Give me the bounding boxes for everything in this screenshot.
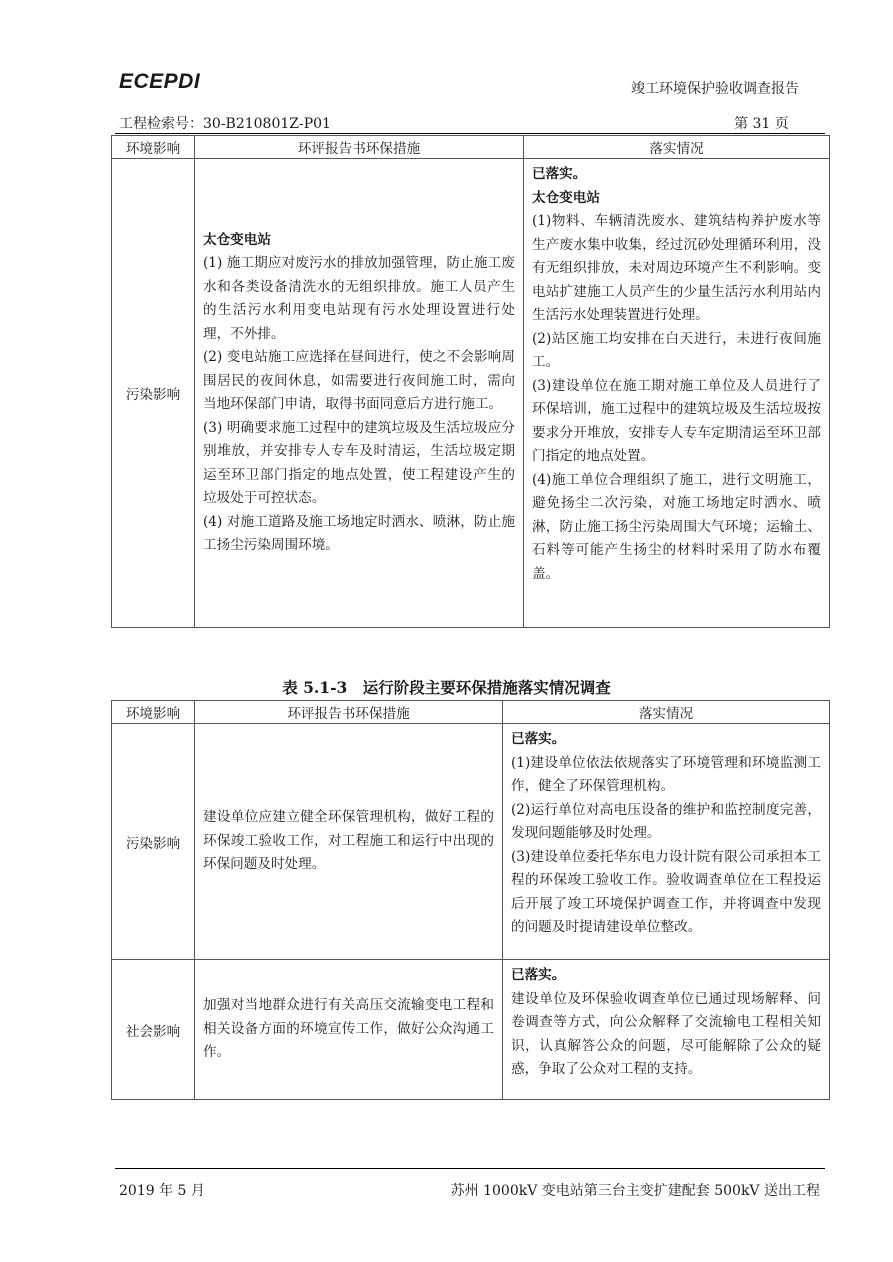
measures-cell: 建设单位应建立健全环保管理机构，做好工程的环保竣工验收工作，对工程施工和运行中出现的环保问题及时处理。 (195, 724, 503, 960)
implementation-cell (503, 724, 830, 960)
implementation-item: (3)建设单位委托华东电力设计院有限公司承担本工程的环保竣工验收工作。验收调查单位在工程投运后开展了竣工环境保护调查工作，并将调查中发现的问题及时提请建设单位整改。 (511, 848, 821, 935)
table-row (112, 159, 830, 628)
footer-project-name: 苏州 1000kV 变电站第三台主变扩建配套 500kV 送出工程 (450, 1183, 820, 1199)
implementation-item: (3)建设单位在施工期对施工单位及人员进行了环保培训，施工过程中的建筑垃圾及生活垃圾按要求分开堆放，安排专人专车定期清运至环卫部门指定的地点处置。 (532, 377, 821, 464)
impact-cell: 污染影响 (112, 724, 195, 960)
table-header-row (112, 701, 830, 724)
implementation-item: (2)运行单位对高电压设备的维护和监控制度完善，发现问题能够及时处理。 (511, 801, 821, 841)
measures-cell (195, 159, 524, 628)
project-number: 工程检索号：30-B210801Z-P01 (119, 116, 331, 132)
column-header-measures: 环评报告书环保措施 (195, 136, 524, 159)
footer-divider (115, 1168, 825, 1169)
implementation-item: 建设单位及环保验收调查单位已通过现场解释、问卷调查等方式，向公众解释了交流输电工程相关知识，认真解答公众的问题，尽可能解除了公众的疑惑，争取了公众对工程的支持。 (511, 990, 821, 1077)
implementation-item: (1)建设单位依法依规落实了环境管理和环境监测工作，健全了环保管理机构。 (511, 754, 821, 794)
measure-item: (2) 变电站施工应选择在昼间进行，使之不会影响周围居民的夜间休息，如需要进行夜间施工时，需向当地环保部门申请，取得书面同意后方进行施工。 (203, 349, 515, 412)
column-header-measures: 环评报告书环保措施 (195, 701, 503, 724)
footer-date: 2019 年 5 月 (119, 1183, 205, 1199)
table-header-row (112, 136, 830, 159)
document-title: 竣工环境保护验收调查报告 (631, 81, 799, 97)
status-label: 已落实。 (511, 731, 566, 747)
measures-title: 太仓变电站 (203, 231, 271, 248)
construction-measures-table (111, 135, 830, 628)
column-header-implementation: 落实情况 (524, 136, 830, 159)
measures-cell: 加强对当地群众进行有关高压交流输变电工程和相关设备方面的环境宣传工作，做好公众沟通工作。 (195, 960, 503, 1100)
table-row (112, 724, 830, 960)
table-row (112, 960, 830, 1100)
table-caption: 表 5.1-3 运行阶段主要环保措施落实情况调查 (282, 678, 611, 697)
implementation-cell (524, 159, 830, 628)
impact-cell: 污染影响 (112, 159, 195, 628)
implementation-item: (2)站区施工均安排在白天进行，未进行夜间施工。 (532, 330, 821, 370)
measure-item: (4) 对施工道路及施工场地定时洒水、喷淋，防止施工扬尘污染周围环境。 (203, 513, 515, 553)
column-header-implementation: 落实情况 (503, 701, 830, 724)
implementation-title: 太仓变电站 (532, 189, 600, 206)
operation-measures-table (111, 700, 830, 1100)
implementation-item: (1)物料、车辆清洗废水、建筑结构养护废水等生产废水集中收集，经过沉砂处理循环利用，没有无组织排放，未对周边环境产生不利影响。变电站扩建施工人员产生的少量生活污水利用站内生活污水处理装置进行处理。 (532, 213, 821, 323)
status-label: 已落实。 (511, 967, 566, 983)
page-number: 第 31 页 (734, 116, 789, 132)
measure-item: (3) 明确要求施工过程中的建筑垃圾及生活垃圾应分别堆放，并安排专人专车及时清运，生活垃圾定期运至环卫部门指定的地点处置，使工程建设产生的垃圾处于可控状态。 (203, 419, 515, 506)
header-divider (115, 133, 825, 134)
column-header-impact: 环境影响 (112, 136, 195, 159)
status-label: 已落实。 (532, 166, 587, 182)
measure-item: (1) 施工期应对废污水的排放加强管理，防止施工废水和各类设备清洗水的无组织排放。施工人员产生的生活污水利用变电站现有污水处理设置进行处理，不外排。 (203, 255, 515, 342)
implementation-item: (4)施工单位合理组织了施工，进行文明施工，避免扬尘二次污染，对施工场地定时洒水、喷淋，防止施工扬尘污染周围大气环境；运输土、石料等可能产生扬尘的材料时采用了防水布覆盖。 (532, 471, 821, 582)
implementation-cell (503, 960, 830, 1100)
impact-cell: 社会影响 (112, 960, 195, 1100)
company-logo: ECEPDI (119, 70, 201, 93)
column-header-impact: 环境影响 (112, 701, 195, 724)
